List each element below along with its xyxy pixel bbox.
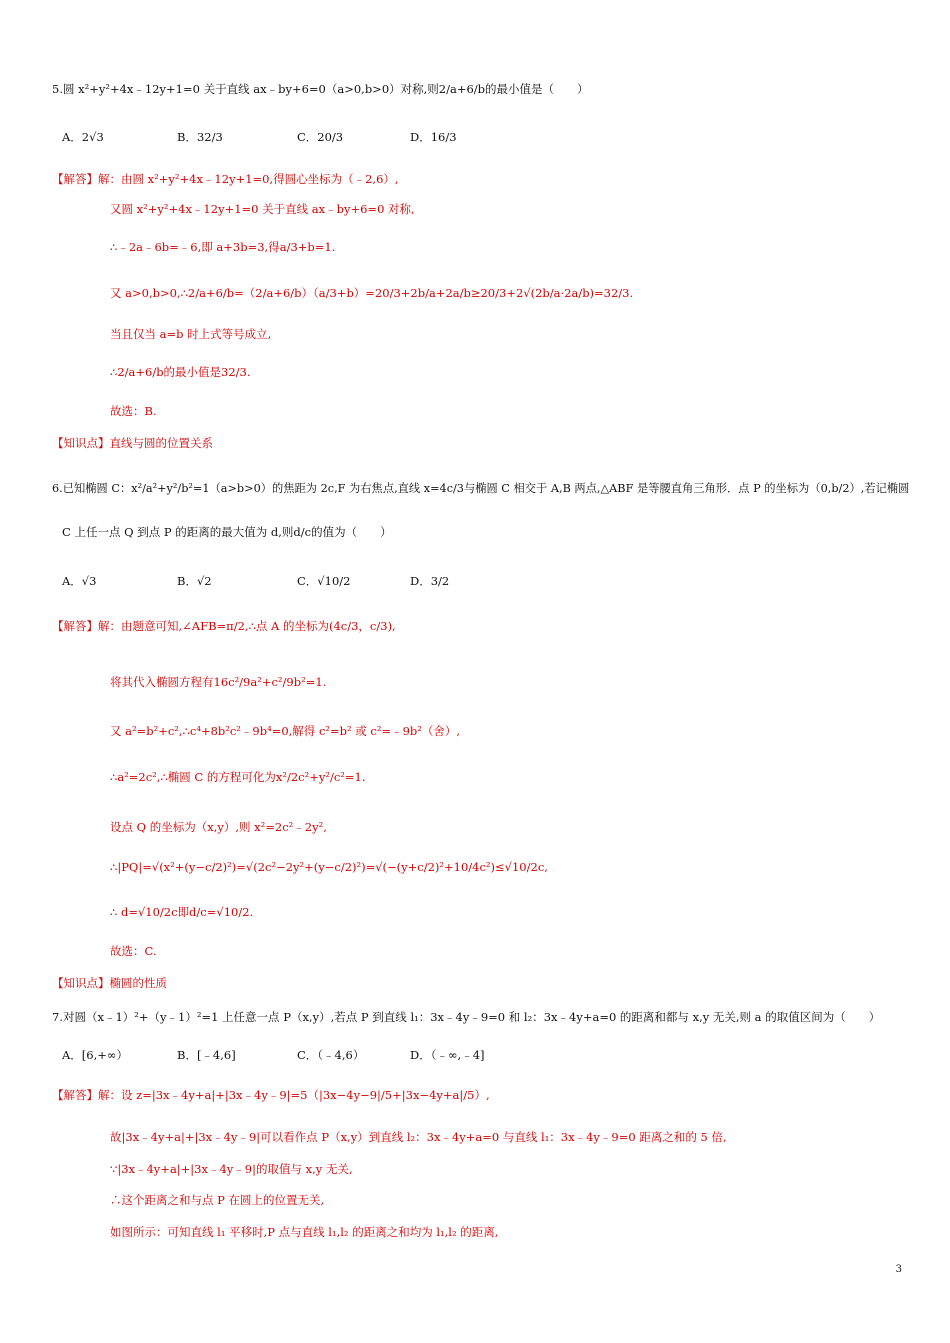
q6-solution-line-7: ∴ d=√10/2c即d/c=√10/2. xyxy=(110,905,254,919)
q5-solution-line-3: ∴﹣2a﹣6b=﹣6,即 a+3b=3,得a/3+b=1. xyxy=(110,240,336,254)
q6-solution-line-2: 将其代入椭圆方程有16c²/9a²+c²/9b²=1. xyxy=(110,675,327,689)
q7-option-a: A．[6,+∞） xyxy=(62,1048,128,1062)
q6-solution-line-6: ∴|PQ|=√(x²+(y−c/2)²)=√(2c²−2y²+(y−c/2)²)=√(−(y+c/2)²+10/4c²)≤√10/2c, xyxy=(110,860,548,874)
q5-knowledge-point: 【知识点】直线与圆的位置关系 xyxy=(52,436,213,450)
q7-solution-line-2: 故|3x﹣4y+a|+|3x﹣4y﹣9|可以看作点 P（x,y）到直线 l₂：3x﹣4y+a=0 与直线 l₁：3x﹣4y﹣9=0 距离之和的 5 倍, xyxy=(110,1130,727,1144)
q6-knowledge-point: 【知识点】椭圆的性质 xyxy=(52,976,167,990)
q6-option-c: C．√10/2 xyxy=(297,574,351,588)
q5-stem: 5.圆 x²+y²+4x﹣12y+1=0 关于直线 ax﹣by+6=0（a>0,b>0）对称,则2/a+6/b的最小值是（ ） xyxy=(52,82,589,96)
q6-option-d: D．3/2 xyxy=(410,574,450,588)
q5-solution-line-2: 又圆 x²+y²+4x﹣12y+1=0 关于直线 ax﹣by+6=0 对称, xyxy=(110,202,415,216)
q5-option-c: C．20/3 xyxy=(297,130,344,144)
q6-solution-line-3: 又 a²=b²+c²,∴c⁴+8b²c²﹣9b⁴=0,解得 c²=b² 或 c²=﹣9b²（舍）, xyxy=(110,724,461,738)
q7-solution-line-1: 【解答】解：设 z=|3x﹣4y+a|+|3x﹣4y﹣9|=5（|3x−4y−9|/5+|3x−4y+a|/5）, xyxy=(52,1088,490,1102)
q5-solution-line-1: 【解答】解：由圆 x²+y²+4x﹣12y+1=0,得圆心坐标为（﹣2,6）, xyxy=(52,172,399,186)
q6-solution-line-4: ∴a²=2c²,∴椭圆 C 的方程可化为x²/2c²+y²/c²=1. xyxy=(110,770,366,784)
q6-solution-line-5: 设点 Q 的坐标为（x,y）,则 x²=2c²﹣2y², xyxy=(110,820,327,834)
q5-option-a: A．2√3 xyxy=(62,130,104,144)
q7-solution-line-5: 如图所示：可知直线 l₁ 平移时,P 点与直线 l₁,l₂ 的距离之和均为 l₁,l₂ 的距离, xyxy=(110,1225,499,1239)
q7-solution-line-3: ∵|3x﹣4y+a|+|3x﹣4y﹣9|的取值与 x,y 无关, xyxy=(110,1162,353,1176)
q5-solution-line-4: 又 a>0,b>0,∴2/a+6/b=（2/a+6/b）（a/3+b）=20/3+2b/a+2a/b≥20/3+2√(2b/a·2a/b)=32/3. xyxy=(110,286,634,300)
q5-option-b: B．32/3 xyxy=(177,130,223,144)
q7-stem: 7.对圆（x﹣1）²+（y﹣1）²=1 上任意一点 P（x,y）,若点 P 到直线 l₁：3x﹣4y﹣9=0 和 l₂：3x﹣4y+a=0 的距离和都与 x,y 无关,则 a 的取值区间为（ ） xyxy=(52,1010,881,1024)
q5-option-d: D．16/3 xyxy=(410,130,457,144)
q5-solution-line-6: ∴2/a+6/b的最小值是32/3. xyxy=(110,365,251,379)
q7-option-d: D．（﹣∞,﹣4] xyxy=(410,1048,485,1062)
q5-solution-line-5: 当且仅当 a=b 时上式等号成立, xyxy=(110,327,272,341)
q7-option-c: C．（﹣4,6） xyxy=(297,1048,365,1062)
q6-option-b: B．√2 xyxy=(177,574,212,588)
q7-solution-line-4: ∴这个距离之和与点 P 在圆上的位置无关, xyxy=(110,1193,325,1207)
q7-option-b: B．[﹣4,6] xyxy=(177,1048,236,1062)
page-number: 3 xyxy=(895,1264,902,1275)
q5-solution-line-7: 故选：B. xyxy=(110,404,157,418)
q6-option-a: A．√3 xyxy=(62,574,97,588)
q6-solution-line-1: 【解答】解：由题意可知,∠AFB=π/2,∴点 A 的坐标为(4c/3，c/3), xyxy=(52,619,396,633)
q6-solution-line-8: 故选：C. xyxy=(110,944,157,958)
q6-stem-line-2: C 上任一点 Q 到点 P 的距离的最大值为 d,则d/c的值为（ ） xyxy=(62,525,392,539)
q6-stem-line-1: 6.已知椭圆 C：x²/a²+y²/b²=1（a>b>0）的焦距为 2c,F 为右焦点,直线 x=4c/3与椭圆 C 相交于 A,B 两点,△ABF 是等腰直角三角形．点 P 的坐标为（0,b/2）,若记椭圆 xyxy=(52,481,910,495)
